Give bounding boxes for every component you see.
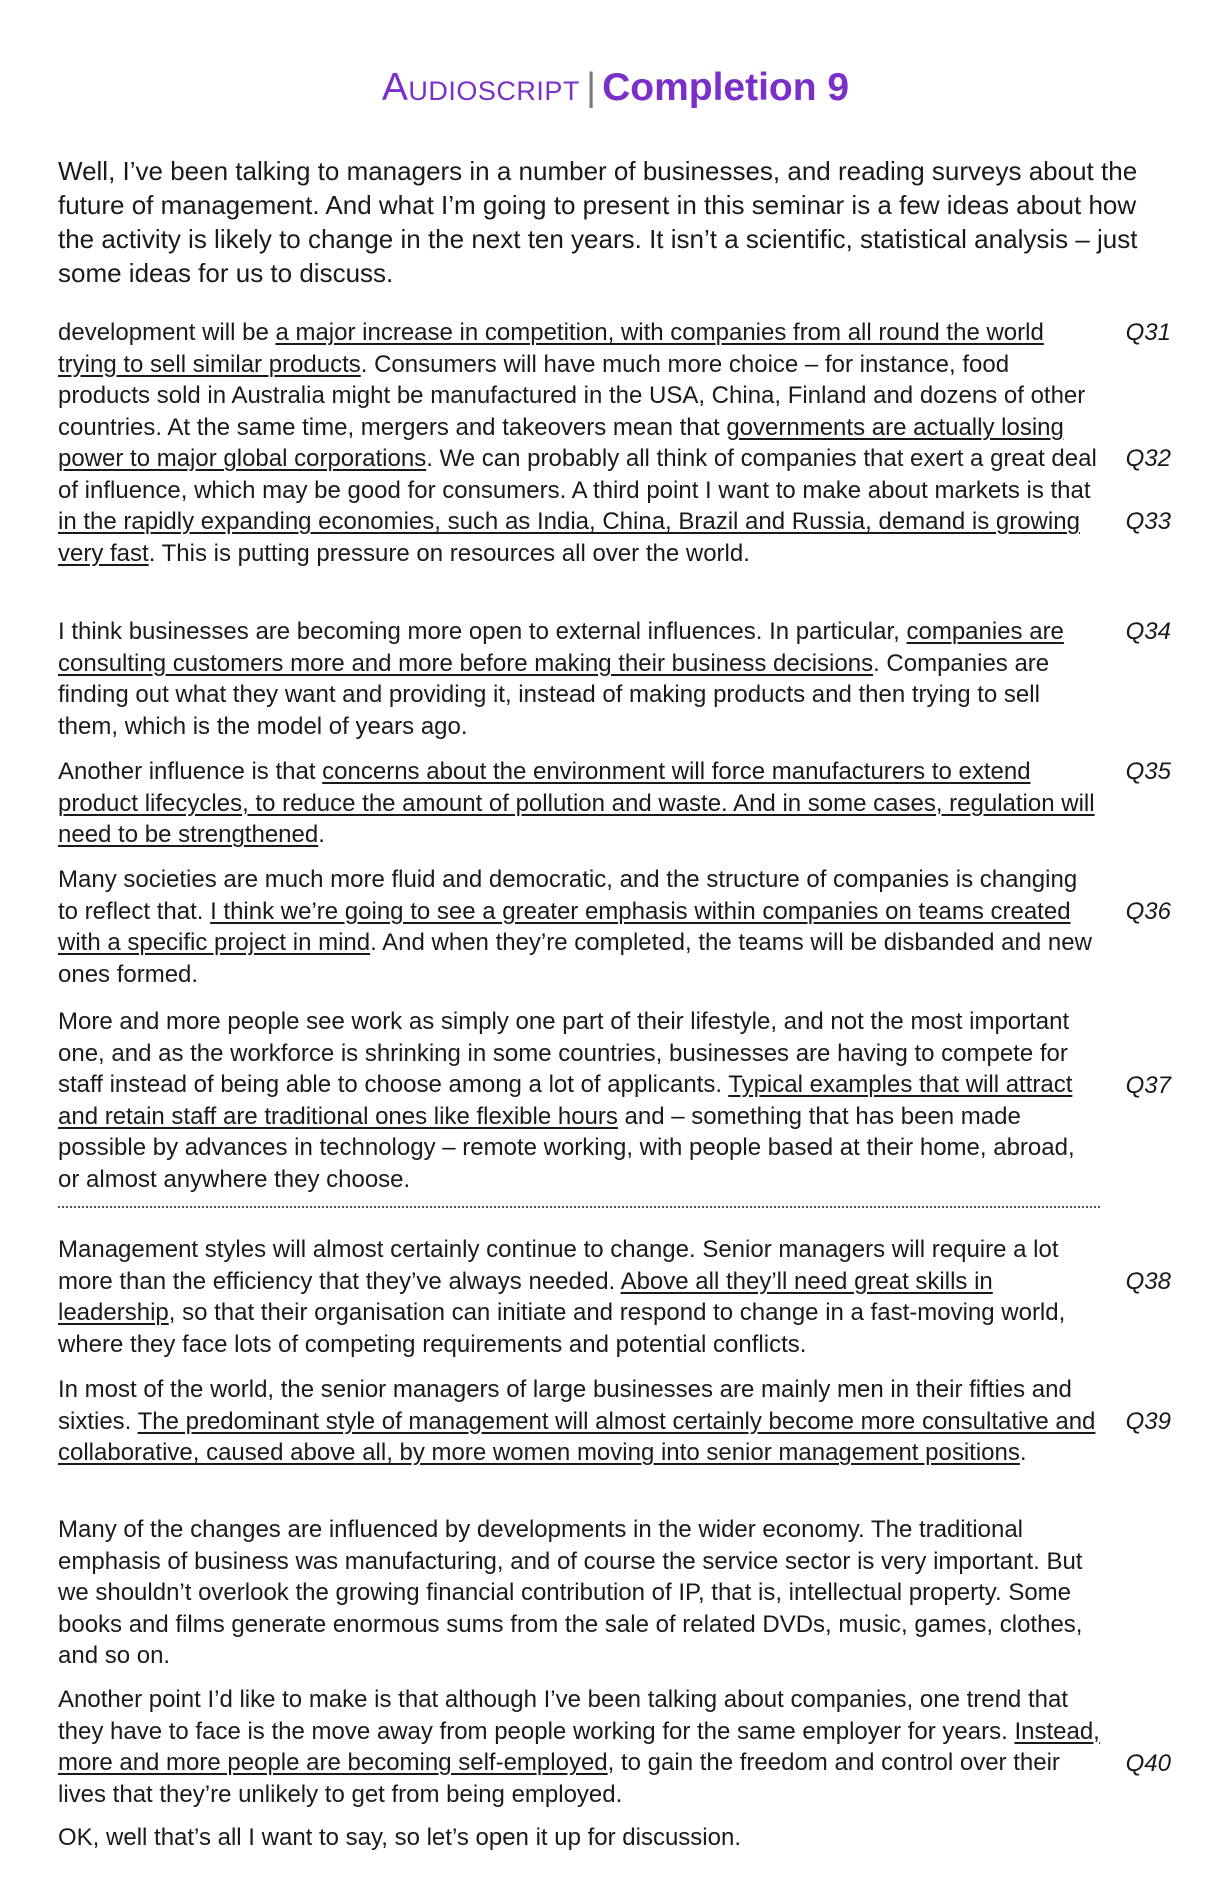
question-label-q40: Q40: [1125, 1750, 1171, 1777]
answer-q34: companies are consulting customers more and more before making their business decisions: [58, 618, 1064, 677]
answer-q31: a major increase in competition, with companies from all round the world trying to sell similar products: [58, 319, 1044, 378]
answer-q39: The predominant style of management will almost certainly become more consultative and collaborative, caused above all, by more women moving into senior management positions: [58, 1407, 1096, 1466]
paragraph-4: Many societies are much more fluid and democratic, and the structure of companies is changing to reflect that. I think we’re going to see a greater emphasis within companies on teams created with a specific project in mind. And when they’re completed, the teams will be disbanded and new ones formed.: [58, 866, 1092, 988]
paragraph-9: Another point I’d like to make is that although I’ve been talking about companies, one trend that they have to face is the move away from people working for the same employer for years. Instead, more and more people are becoming self-employed, to gain the freedom and control over their lives that they’re unlikely to get from being employed.: [58, 1686, 1100, 1808]
answer-q36: I think we’re going to see a greater emphasis within companies on teams created with a specific project in mind: [58, 897, 1071, 956]
answer-q37: Typical examples that will attract and retain staff are traditional ones like flexible hours: [58, 1071, 1073, 1130]
answer-q35: concerns about the environment will force manufacturers to extend product lifecycles, to reduce the amount of pollution and waste. And in some cases, regulation will need to be strengthened: [58, 758, 1095, 848]
paragraph-5: More and more people see work as simply one part of their lifestyle, and not the most important one, and as the workforce is shrinking in some countries, businesses are having to compete for staff instead of being able to choose among a lot of applicants. Typical examples that will attract and retain staff are traditional ones like flexible hours and – something that has been made possible by advances in technology – remote working, with people based at their home, abroad, or almost anywhere they choose.: [58, 1008, 1075, 1193]
question-label-q39: Q39: [1125, 1408, 1171, 1435]
title-main: Completion 9: [602, 66, 850, 109]
paragraph-3: Another influence is that concerns about the environment will force manufacturers to extend product lifecycles, to reduce the amount of pollution and waste. And in some cases, regulation will need to be strengthened.: [58, 758, 1095, 848]
question-label-q36: Q36: [1125, 898, 1171, 925]
question-label-q37: Q37: [1125, 1072, 1171, 1099]
answer-q38: Above all they’ll need great skills in leadership: [58, 1267, 993, 1326]
title-prefix: Audioscript: [381, 66, 580, 109]
paragraph-2: I think businesses are becoming more open to external influences. In particular, companies are consulting customers more and more before making their business decisions. Companies are finding out what they want and providing it, instead of making products and then trying to sell them, which is the model of years ago.: [58, 618, 1064, 740]
answer-q32: governments are actually losing power to major global corporations: [58, 413, 1064, 472]
paragraph-6: Management styles will almost certainly continue to change. Senior managers will require a lot more than the efficiency that they’ve always needed. Above all they’ll need great skills in leadership, so that their organisation can initiate and respond to change in a fast-moving world, where they face lots of competing requirements and potential conflicts.: [58, 1236, 1066, 1358]
title-separator: |: [585, 66, 597, 109]
question-label-q31: Q31: [1125, 319, 1171, 346]
page-title: [0, 66, 1231, 110]
section-divider: [58, 1206, 1100, 1208]
intro-paragraph: Well, I’ve been talking to managers in a number of businesses, and reading surveys about the future of management. And what I’m going to present in this seminar is a few ideas about how the activity is likely to change in the next ten years. It isn’t a scientific, statistical analysis – just some ideas for us to discuss.: [58, 156, 1138, 288]
answer-q40: Instead, more and more people are becoming self-employed: [58, 1717, 1100, 1776]
answer-q33: in the rapidly expanding economies, such as India, China, Brazil and Russia, demand is growing very fast: [58, 508, 1080, 567]
paragraph-8: Many of the changes are influenced by developments in the wider economy. The traditional emphasis of business was manufacturing, and of course the service sector is very important. But we shouldn’t overlook the growing financial contribution of IP, that is, intellectual property. Some books and films generate enormous sums from the sale of related DVDs, music, games, clothes, and so on.: [58, 1516, 1083, 1669]
question-label-q35: Q35: [1125, 758, 1171, 785]
question-label-q38: Q38: [1125, 1268, 1171, 1295]
paragraph-1: development will be a major increase in competition, with companies from all round the world trying to sell similar products. Consumers will have much more choice – for instance, food products sold in Australia might be manufactured in the USA, China, Finland and dozens of other countries. At the same time, mergers and takeovers mean that governments are actually losing power to major global corporations. We can probably all think of companies that exert a great deal of influence, which may be good for consumers. A third point I want to make about markets is that in the rapidly expanding economies, such as India, China, Brazil and Russia, demand is growing very fast. This is putting pressure on resources all over the world.: [58, 319, 1097, 567]
paragraph-7: In most of the world, the senior managers of large businesses are mainly men in their fifties and sixties. The predominant style of management will almost certainly become more consultative and collaborative, caused above all, by more women moving into senior management positions.: [58, 1376, 1096, 1466]
question-label-q34: Q34: [1125, 618, 1171, 645]
question-label-q33: Q33: [1125, 508, 1171, 535]
paragraph-10: OK, well that’s all I want to say, so let’s open it up for discussion.: [58, 1824, 742, 1851]
question-label-q32: Q32: [1125, 445, 1171, 472]
